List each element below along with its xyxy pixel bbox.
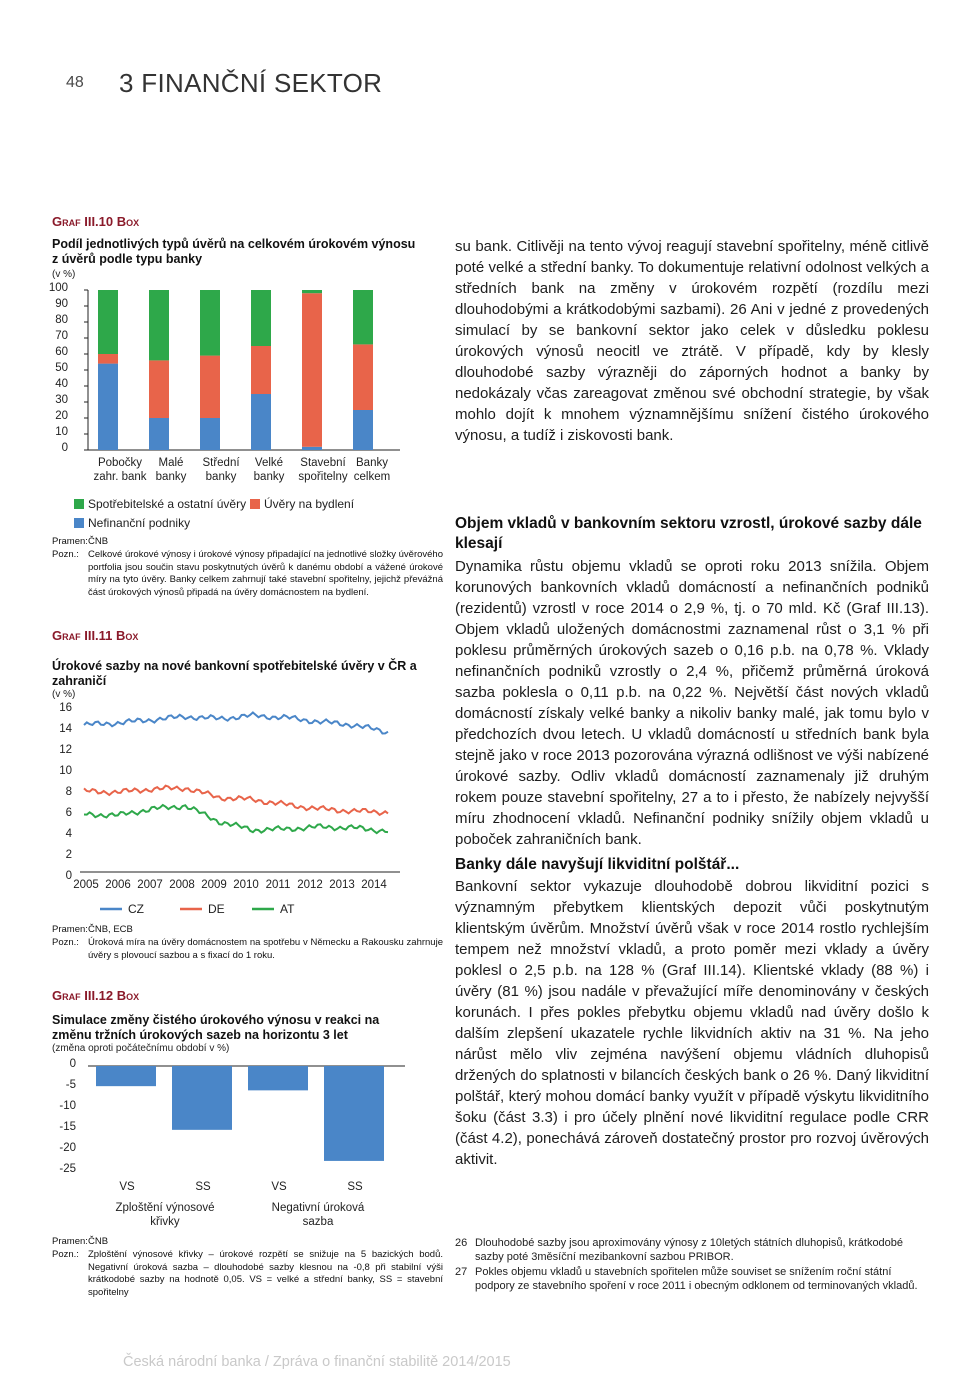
legend-swatch	[74, 499, 84, 509]
graf11-label: Graf III.11 Box	[52, 628, 139, 643]
graf11-xtick: 2008	[169, 879, 195, 891]
graf11-ytick: 2	[65, 849, 72, 861]
graf12-ytick: 0	[69, 1058, 76, 1070]
graf11-unit: (v %)	[52, 689, 76, 700]
legend-line	[252, 904, 276, 914]
graf11-xtick: 2005	[73, 879, 99, 891]
graf10-bar-segment	[200, 290, 220, 356]
graf10-ytick: 30	[55, 394, 68, 406]
graf11-line-cz	[84, 713, 388, 734]
graf10-bar-segment	[98, 354, 118, 364]
graf10-chart	[80, 286, 410, 456]
graf10-bar-segment	[251, 394, 271, 450]
graf12-ytick: -10	[59, 1100, 76, 1112]
graf10-bar-segment	[98, 290, 118, 354]
graf10-note: Pozn.: Celkové úrokové výnosy i úrokové výnosy připadající na jednotlivé složky úvěrového portfolia jsou součin stavu poskytnutých úvěrů k danému období a vážené úrokové míry na tyto úvěry. Banky celkem zahrnují také stavební spořitelny, jejichž převážná část úrokových výnosů připadá na úvěry domácnostem na bydlení.	[52, 549, 443, 598]
legend-label: AT	[280, 902, 295, 916]
graf10-bar-segment	[353, 344, 373, 410]
graf12-ytick: -25	[59, 1163, 76, 1175]
graf10-bar-segment	[98, 364, 118, 450]
legend-label: CZ	[128, 902, 144, 916]
graf11-line-de	[84, 786, 388, 815]
graf10-label: Graf III.10 Box	[52, 214, 140, 229]
graf11-xtick: 2011	[265, 879, 291, 891]
graf11-xtick: 2007	[137, 879, 163, 891]
graf10-bar-segment	[302, 290, 322, 293]
legend-label: Nefinanční podniky	[88, 516, 191, 530]
graf11-title: Úrokové sazby na nové bankovní spotřebitelské úvěry v ČR a zahraničí	[52, 659, 417, 688]
graf11-legend-at	[252, 902, 294, 916]
graf10-bar-segment	[302, 447, 322, 450]
graf11-source: Pramen: ČNB, ECB	[52, 924, 133, 935]
graf12-bar	[172, 1066, 232, 1130]
graf11-chart	[70, 704, 410, 879]
graf12-group: Zploštění výnosové křivky	[115, 1202, 215, 1228]
graf12-ytick: -5	[65, 1079, 76, 1091]
graf11-ytick: 16	[59, 702, 72, 714]
section-title: 3 FINANČNÍ SEKTOR	[119, 68, 383, 98]
graf11-note: Pozn.: Úroková míra na úvěry domácnostem na spotřebu v Německu a Rakousku zahrnuje úvěry s plovoucí sazbou a s fixací do 1 roku.	[52, 937, 443, 961]
graf10-yaxis-labels	[38, 282, 78, 462]
graf10-bar-segment	[353, 410, 373, 450]
legend-label: DE	[208, 902, 225, 916]
graf10-bar-segment	[302, 293, 322, 447]
graf11-xtick: 2006	[105, 879, 131, 891]
heading-deposits: Objem vkladů v bankovním sektoru vzrostl, úrokové sazby dále klesají	[455, 515, 922, 552]
graf12-source: Pramen: ČNB	[52, 1236, 109, 1247]
legend-label: Spotřebitelské a ostatní úvěry	[88, 497, 247, 511]
graf12-category: VS	[271, 1181, 287, 1193]
graf10-bar-segment	[353, 290, 373, 344]
graf10-ytick: 10	[55, 426, 68, 438]
graf12-group: Negativní úroková sazba	[271, 1202, 365, 1228]
page-footer: Česká národní banka / Zpráva o finanční stabilitě 2014/2015	[123, 1354, 511, 1370]
graf10-legend-housing	[250, 497, 354, 511]
graf10-bar-segment	[200, 418, 220, 450]
graf10-ytick: 0	[61, 442, 68, 454]
graf12-category: SS	[347, 1181, 363, 1193]
graf10-category: Střední banky	[202, 457, 240, 483]
graf12-note: Pozn.: Zploštění výnosové křivky – úrokové rozpětí se snižuje na 5 bazických bodů. Negativní úroková sazba – dlouhodobé sazby klesnou na -0,8 při stabilní výši krátkodobé sazby na hodnotě 0,05. VS = velké a střední banky, SS = stavební spořitelny	[52, 1249, 443, 1298]
graf10-category: Malé banky	[155, 457, 187, 483]
graf10-title: Podíl jednotlivých typů úvěrů na celkovém úrokovém výnosu z úvěrů podle typu banky	[52, 237, 416, 266]
graf12-unit: (změna oproti počátečnímu období v %)	[52, 1043, 230, 1054]
graf12-bar	[248, 1066, 308, 1090]
graf11-ytick: 14	[59, 723, 72, 735]
graf12-ytick: -15	[59, 1121, 76, 1133]
graf11-ytick: 4	[65, 828, 72, 840]
graf10-ytick: 50	[55, 362, 68, 374]
graf12-yaxis-labels	[46, 1058, 80, 1188]
graf10-bar-segment	[251, 346, 271, 394]
graf12-bar	[96, 1066, 156, 1086]
graf10-source: Pramen: ČNB	[52, 536, 109, 547]
graf10-category: Velké banky	[253, 457, 285, 483]
paragraph-2: Dynamika růstu objemu vkladů se oproti roku 2013 snížila. Objem korunových bankovních vkladů domácností a nefinančních podniků (rezidentů) vzrostl v roce 2014 o 2,9 %, tj. o 70 mld. Kč (Graf III.13). Objem vkladů uložených domácnostmi zaznamenal růst o 3,1 % při poklesu průměrných úrokových sazeb o 0,16 p.b. na 0,78 %. Vklady nefinančních podniků vzrostly o 2,4 %, přičemž průměrná úroková sazba poklesla o 0,11 p.b. na 0,22 %. Největší část nových vkladů domácností získaly velké banky a nikoliv banky malé, jak tomu bylo v předchozích dvou letech. U vkladů domácností u středních bank byla stejně jako v roce 2013 pozorována výrazná odlišnost ve výši nabízené úrokové sazby. Odliv vkladů domácností zaznamenaly již druhým rokem pouze stavební spořitelny, 27 a to i přesto, že nabízely nejvyšší míru zhodnocení vkladů. Nefinanční podniky snížily objem vkladů u poboček zahraničních bank.	[455, 558, 929, 848]
graf11-ytick: 6	[65, 807, 72, 819]
graf11-xtick: 2009	[201, 879, 227, 891]
legend-swatch	[74, 518, 84, 528]
graf10-ytick: 70	[55, 330, 68, 342]
graf10-ytick: 20	[55, 410, 68, 422]
paragraph-3: Bankovní sektor vykazuje dlouhodobě dobrou likviditní pozici s významným přebytkem klientských depozit vůči poskytnutým klientským úvěrům. Množství úvěrů však v roce 2014 rostlo rychlejším tempem než množství vkladů, a proto poměr mezi vklady a úvěry poklesl o 2,5 p.b. na 128 % (Graf III.14). Klientské vklady (88 %) i úvěry (81 %) jsou nadále v převažující míře denominovány v českých korunách. I přes pokles přebytku objemu vkladů nad úvěry došlo k dalším zlepšení ukazatele rychle likvidních aktiv na 31 %. Na jeho nárůst mělo vliv zejména navýšení objemu vládních dluhopisů držených do splatnosti v bilancích českých bank o 26 %. Daný likviditní polštář, který mohou domácí banky využít v případě výskytu likviditního šoku (část 3.3) i pro účely plnění nové likviditní regulace podle CRR (část 4.2), ponechává zároveň dostatečný prostor pro rozvoj úvěrových aktivit.	[455, 878, 929, 1168]
graf12-title: Simulace změny čistého úrokového výnosu v reakci na změnu tržních úrokových sazeb na horizontu 3 let	[52, 1013, 380, 1042]
graf11-xticks	[66, 879, 411, 895]
graf10-ytick: 90	[55, 298, 68, 310]
graf10-ytick: 100	[48, 282, 68, 294]
graf10-legend-consumer	[74, 497, 246, 511]
graf11-ytick: 10	[59, 765, 72, 777]
graf10-bar-segment	[149, 360, 169, 418]
graf11-xtick: 2014	[361, 879, 387, 891]
graf10-bar-segment	[149, 290, 169, 360]
paragraph-1: su bank. Citlivěji na tento vývoj reagují stavební spořitelny, méně citlivě poté velké a střední banky. To dokumentuje relativní odolnost velkých a středních bank na změny v úrokovém rozpětí (rozdílu mezi dlouhodobými a krátkodobými sazbami). 26 Ani v jedné z provedených simulací by se bankovní sektor jako celek v důsledku poklesu úrokových výnosů neocitl ve ztrátě. V případě, kdy by klesly dlouhodobé sazby výrazněji do záporných hodnot a banky by nedokázaly včas zareagovat změnou své obchodní strategie, by však mohlo dojít k mnohem významnějšímu snížení čistého úrokového výnosu, a tudíž i ziskovosti bank.	[455, 238, 929, 444]
graf10-ytick: 60	[55, 346, 68, 358]
heading-liquidity: Banky dále navyšují likviditní polštář...	[455, 856, 740, 873]
graf11-legend-cz	[100, 902, 144, 916]
graf10-bar-segment	[149, 418, 169, 450]
graf10-category: Pobočky zahr. bank	[93, 457, 147, 483]
page-number: 48	[66, 74, 84, 91]
graf12-bar	[324, 1066, 384, 1161]
graf10-category: Banky celkem	[353, 457, 391, 483]
graf12-chart	[80, 1060, 410, 1180]
legend-line	[100, 904, 124, 914]
graf10-category: Stavební spořitelny	[298, 457, 348, 483]
graf10-bar-segment	[251, 290, 271, 346]
graf10-ytick: 80	[55, 314, 68, 326]
graf11-xtick: 2013	[329, 879, 355, 891]
graf12-category: SS	[195, 1181, 211, 1193]
graf11-xtick: 2012	[297, 879, 323, 891]
graf11-ytick: 0	[65, 870, 72, 882]
legend-swatch	[250, 499, 260, 509]
graf10-ytick: 40	[55, 378, 68, 390]
graf12-category: VS	[119, 1181, 135, 1193]
graf11-legend-de	[180, 902, 225, 916]
graf12-ytick: -20	[59, 1142, 76, 1154]
legend-line	[180, 904, 204, 914]
graf10-unit: (v %)	[52, 269, 76, 280]
graf11-ytick: 8	[65, 786, 72, 798]
graf12-label: Graf III.12 Box	[52, 988, 140, 1003]
legend-label: Úvěry na bydlení	[264, 497, 355, 511]
graf11-xtick: 2010	[233, 879, 259, 891]
graf10-bar-segment	[200, 356, 220, 418]
graf10-legend-corporate	[74, 516, 190, 530]
graf11-ytick: 12	[59, 744, 72, 756]
